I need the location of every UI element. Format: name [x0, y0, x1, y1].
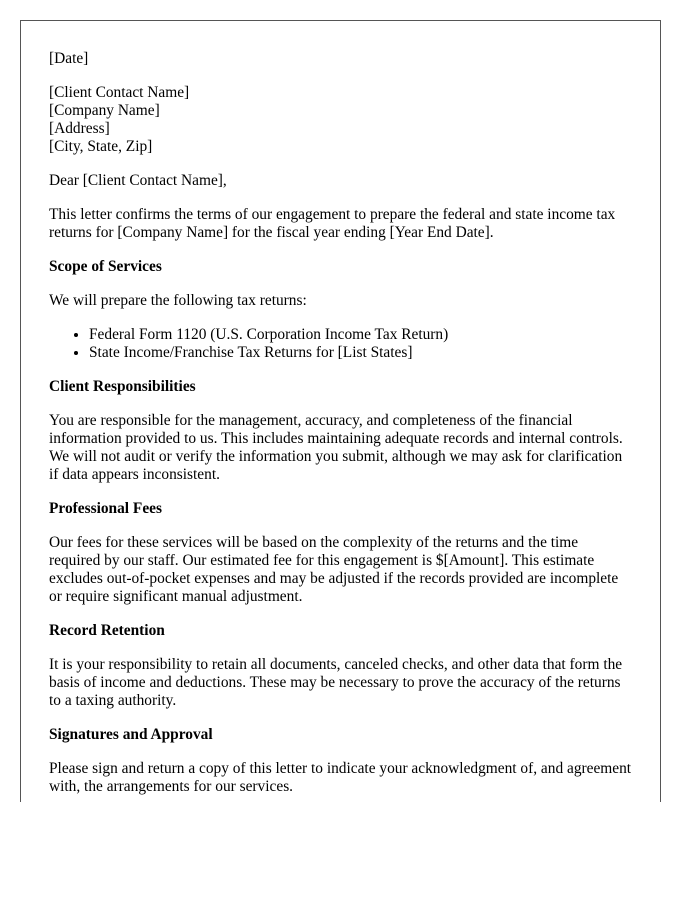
fees-paragraph: Our fees for these services will be based on the complexity of the returns and the time required by our staff. Our estimated fee for this engagement is $[Amount]. This estimate excludes out-of-pocket expenses and may be adjusted if the records provided are incomplete or require significant manual adjustment.	[49, 534, 619, 605]
signatures-heading: Signatures and Approval	[49, 726, 213, 743]
retention-heading: Record Retention	[49, 622, 165, 639]
date-text: [Date]	[49, 50, 89, 67]
address-line-city: [City, State, Zip]	[49, 138, 153, 155]
scope-heading: Scope of Services	[49, 258, 162, 275]
letter-date	[49, 50, 632, 68]
signatures-paragraph: Please sign and return a copy of this letter to indicate your acknowledgment of, and agreement with, the arrangements for our services.	[49, 760, 632, 795]
address-line-contact: [Client Contact Name]	[49, 84, 190, 101]
tax-returns-list	[49, 326, 632, 362]
salutation: Dear [Client Contact Name],	[49, 172, 227, 189]
retention-paragraph: It is your responsibility to retain all documents, canceled checks, and other data that form the basis of income and deductions. These may be necessary to prove the accuracy of the returns to a taxing authority.	[49, 656, 623, 709]
address-line-company: [Company Name]	[49, 102, 160, 119]
fees-heading: Professional Fees	[49, 500, 162, 517]
engagement-letter	[20, 20, 661, 802]
intro-paragraph: This letter confirms the terms of our engagement to prepare the federal and state income tax returns for [Company Name] for the fiscal year ending [Year End Date].	[49, 206, 616, 241]
scope-paragraph: We will prepare the following tax returns:	[49, 292, 307, 309]
list-item: • State Income/Franchise Tax Returns for [List States]	[89, 344, 632, 362]
recipient-address	[49, 84, 632, 156]
list-item: • Federal Form 1120 (U.S. Corporation Income Tax Return)	[89, 326, 632, 344]
responsibilities-paragraph: You are responsible for the management, accuracy, and completeness of the financial information provided to us. This includes maintaining adequate records and internal controls. We will not audit or verify the information you submit, although we may ask for clarification if data appears inconsistent.	[49, 412, 623, 483]
address-line-street: [Address]	[49, 120, 110, 137]
responsibilities-heading: Client Responsibilities	[49, 378, 196, 395]
